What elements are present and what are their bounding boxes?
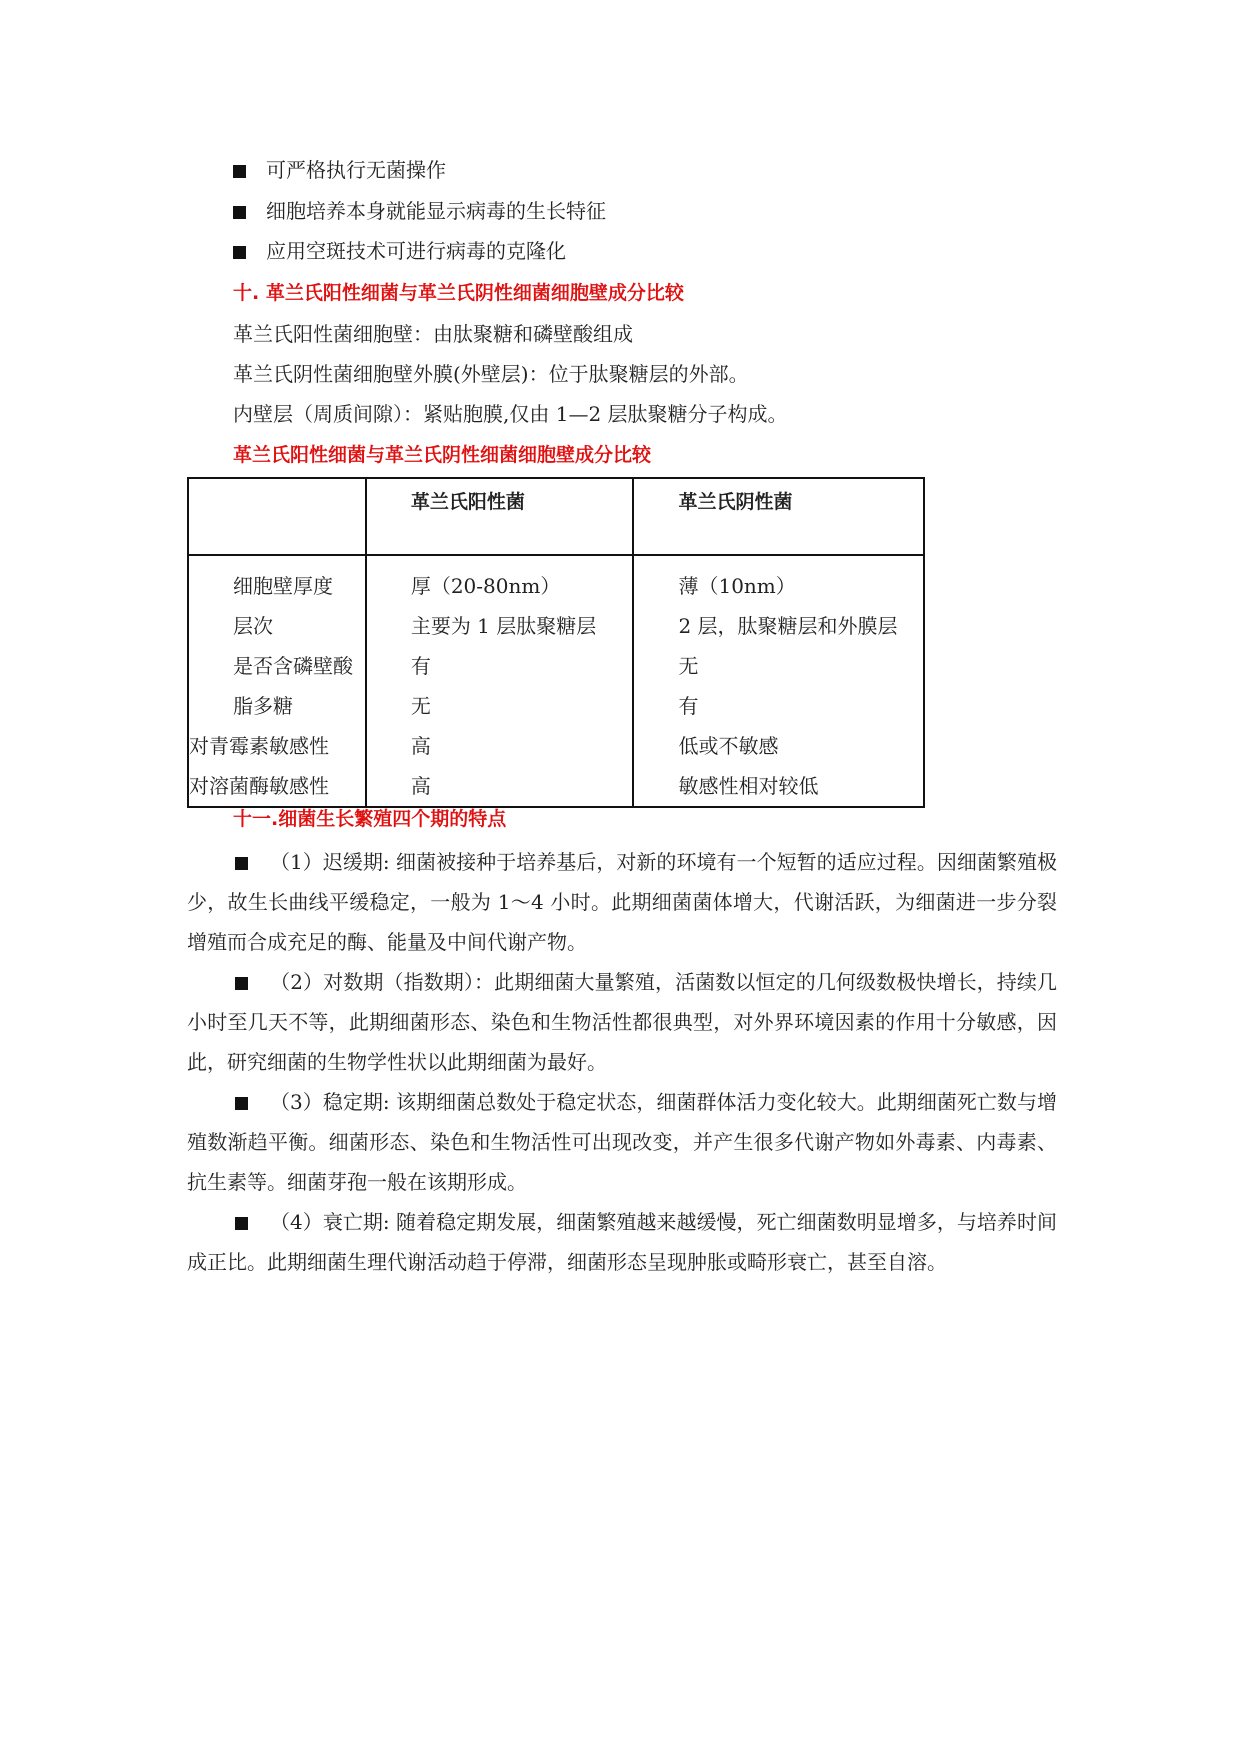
table-cell: 脂多糖 (188, 686, 366, 726)
table-cell: 敏感性相对较低 (633, 766, 924, 807)
square-bullet-icon (235, 1097, 248, 1110)
growth-phase-paragraph (187, 842, 1057, 962)
body-line: 革兰氏阳性菌细胞壁：由肽聚糖和磷壁酸组成 (233, 322, 633, 346)
body-line: 内壁层（周质间隙）：紧贴胞膜,仅由 1—2 层肽聚糖分子构成。 (233, 402, 788, 426)
square-bullet-icon (233, 246, 246, 259)
table-cell: 无 (633, 646, 924, 686)
table-cell: 高 (366, 766, 634, 807)
table-cell: 是否含磷壁酸 (188, 646, 366, 686)
table-cell: 层次 (188, 606, 366, 646)
bullet-text: 可严格执行无菌操作 (266, 158, 446, 182)
bullet-item (233, 197, 606, 225)
square-bullet-icon (235, 977, 248, 990)
table-cell: 无 (366, 686, 634, 726)
table-header-row (188, 478, 924, 555)
table-cell: 对溶菌酶敏感性 (188, 766, 366, 807)
table-cell: 细胞壁厚度 (188, 555, 366, 606)
square-bullet-icon (235, 1217, 248, 1230)
bullet-item (233, 156, 446, 184)
square-bullet-icon (235, 857, 248, 870)
comparison-table (187, 477, 925, 808)
growth-phase-paragraph (187, 1202, 1057, 1282)
header-cell (188, 478, 366, 555)
table-row (188, 686, 924, 726)
paragraph-text: （1）迟缓期: 细菌被接种于培养基后，对新的环境有一个短暂的适应过程。因细菌繁殖极少，故生长曲线平缓稳定，一般为 1～4 小时。此期细菌菌体增大，代谢活跃，为细菌进一步分裂增殖而合成充足的酶、能量及中间代谢产物。 (187, 850, 1057, 954)
table-cell: 高 (366, 726, 634, 766)
table-cell: 薄（10nm） (633, 555, 924, 606)
table-cell: 2 层，肽聚糖层和外膜层 (633, 606, 924, 646)
header-cell: 革兰氏阳性菌 (366, 478, 634, 555)
bullet-item (233, 237, 566, 265)
table-cell: 有 (633, 686, 924, 726)
table-cell: 对青霉素敏感性 (188, 726, 366, 766)
bullet-text: 细胞培养本身就能显示病毒的生长特征 (266, 199, 606, 223)
table-row (188, 646, 924, 686)
growth-phase-paragraph (187, 962, 1057, 1082)
table-cell: 厚（20-80nm） (366, 555, 634, 606)
table-cell: 有 (366, 646, 634, 686)
table-row (188, 606, 924, 646)
body-line: 革兰氏阴性菌细胞壁外膜(外壁层)：位于肽聚糖层的外部。 (233, 362, 749, 386)
table-row (188, 766, 924, 807)
table-cell: 主要为 1 层肽聚糖层 (366, 606, 634, 646)
paragraph-text: （2）对数期（指数期）：此期细菌大量繁殖，活菌数以恒定的几何级数极快增长，持续几小时至几天不等，此期细菌形态、染色和生物活性都很典型，对外界环境因素的作用十分敏感，因此，研究细菌的生物学性状以此期细菌为最好。 (187, 970, 1057, 1074)
table-title: 革兰氏阳性细菌与革兰氏阴性细菌细胞壁成分比较 (233, 444, 652, 466)
square-bullet-icon (233, 165, 246, 178)
growth-phase-paragraph (187, 1082, 1057, 1202)
section-heading: 十一.细菌生长繁殖四个期的特点 (233, 808, 507, 830)
bullet-text: 应用空斑技术可进行病毒的克隆化 (266, 239, 566, 263)
paragraph-text: （4）衰亡期: 随着稳定期发展，细菌繁殖越来越缓慢，死亡细菌数明显增多，与培养时间成正比。此期细菌生理代谢活动趋于停滞，细菌形态呈现肿胀或畸形衰亡，甚至自溶。 (187, 1210, 1057, 1274)
header-cell: 革兰氏阴性菌 (633, 478, 924, 555)
table-row (188, 555, 924, 606)
section-heading: 十. 革兰氏阳性细菌与革兰氏阴性细菌细胞壁成分比较 (233, 282, 684, 304)
table-cell: 低或不敏感 (633, 726, 924, 766)
table-row (188, 726, 924, 766)
square-bullet-icon (233, 206, 246, 219)
paragraph-text: （3）稳定期: 该期细菌总数处于稳定状态，细菌群体活力变化较大。此期细菌死亡数与增殖数渐趋平衡。细菌形态、染色和生物活性可出现改变，并产生很多代谢产物如外毒素、内毒素、抗生素等。细菌芽孢一般在该期形成。 (187, 1090, 1057, 1194)
